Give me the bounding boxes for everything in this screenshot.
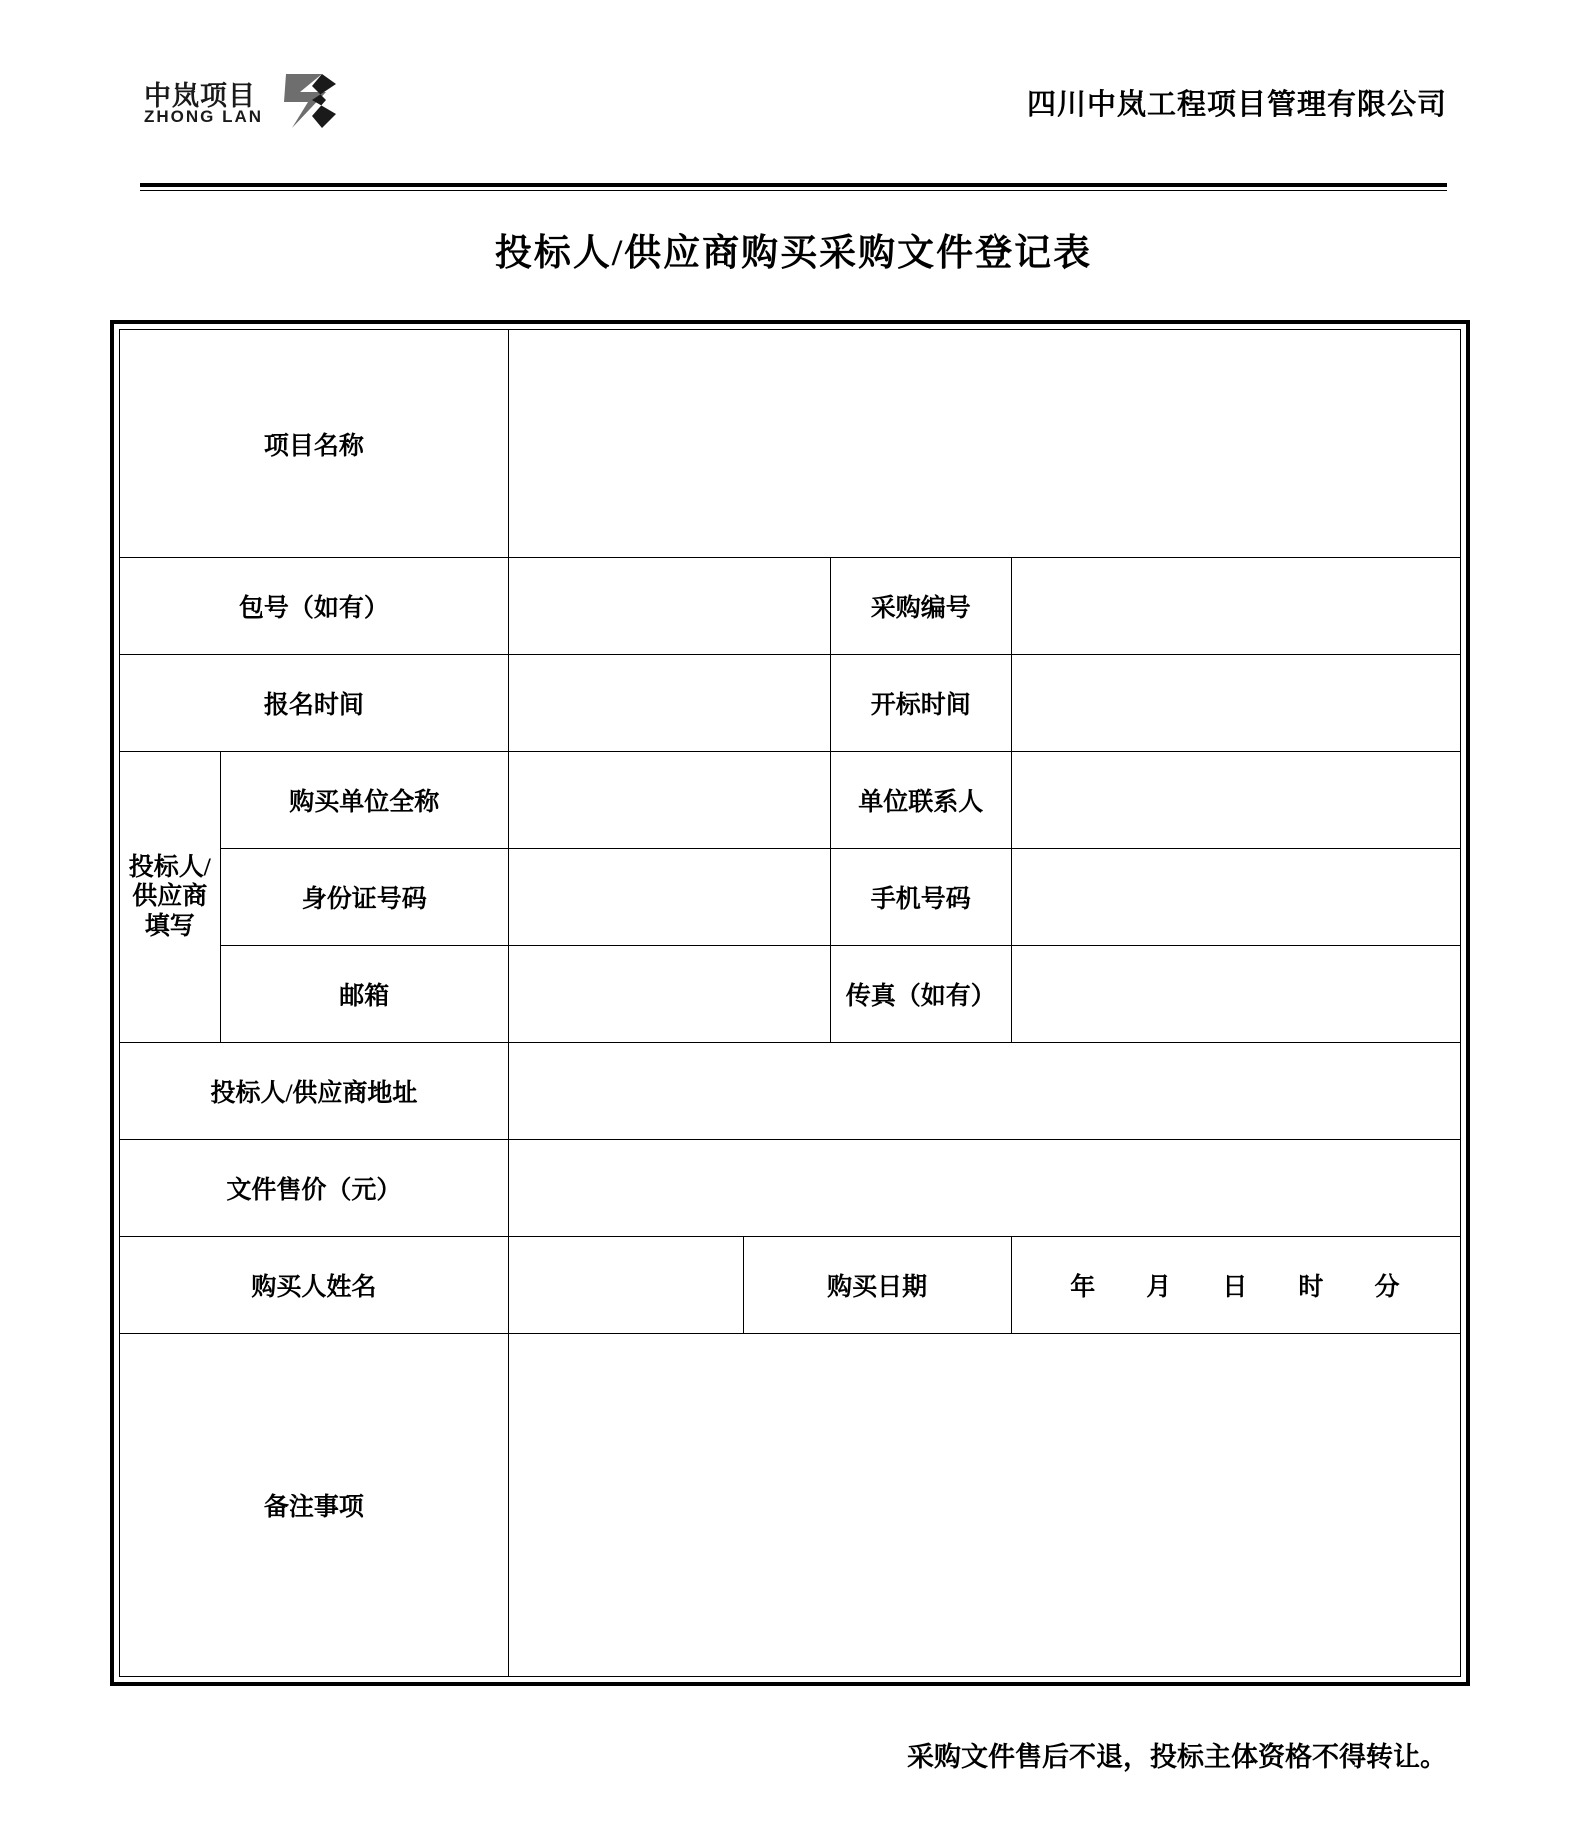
header-rule-thin	[140, 190, 1447, 191]
buyer-unit-label: 购买单位全称	[220, 752, 508, 849]
signup-time-label: 报名时间	[120, 655, 509, 752]
mobile-label: 手机号码	[830, 849, 1011, 946]
zhonglan-logo-mark-icon	[282, 70, 338, 132]
date-unit-year: 年	[1070, 1274, 1098, 1301]
company-name: 四川中岚工程项目管理有限公司	[1026, 89, 1447, 121]
date-unit-hour: 时	[1298, 1274, 1326, 1301]
footer-note: 采购文件售后不退，投标主体资格不得转让。	[907, 1742, 1447, 1772]
table-row	[120, 849, 1461, 946]
package-no-label: 包号（如有）	[120, 558, 509, 655]
date-unit-day: 日	[1222, 1274, 1250, 1301]
email-value[interactable]	[508, 946, 830, 1043]
date-unit-minute: 分	[1374, 1274, 1402, 1301]
purchase-no-label: 采购编号	[830, 558, 1011, 655]
id-card-value[interactable]	[508, 849, 830, 946]
id-card-label: 身份证号码	[220, 849, 508, 946]
table-row	[120, 330, 1461, 558]
file-price-label: 文件售价（元）	[120, 1140, 509, 1237]
buy-date-label: 购买日期	[743, 1237, 1011, 1334]
bid-open-time-label: 开标时间	[830, 655, 1011, 752]
unit-contact-value[interactable]	[1011, 752, 1460, 849]
bid-open-time-value[interactable]	[1011, 655, 1460, 752]
unit-contact-label: 单位联系人	[830, 752, 1011, 849]
buyer-name-label: 购买人姓名	[120, 1237, 509, 1334]
project-name-value[interactable]	[508, 330, 1460, 558]
purchase-no-value[interactable]	[1011, 558, 1460, 655]
buy-date-units	[1016, 1267, 1456, 1303]
page-title: 投标人/供应商购买采购文件登记表	[494, 233, 1093, 274]
table-row	[120, 1140, 1461, 1237]
document-header	[140, 60, 1447, 150]
date-unit-month: 月	[1146, 1274, 1174, 1301]
buyer-unit-value[interactable]	[508, 752, 830, 849]
remark-value[interactable]	[508, 1334, 1460, 1677]
signup-time-value[interactable]	[508, 655, 830, 752]
address-value[interactable]	[508, 1043, 1460, 1140]
mobile-value[interactable]	[1011, 849, 1460, 946]
remark-label: 备注事项	[120, 1334, 509, 1677]
buy-date-value[interactable]	[1011, 1237, 1460, 1334]
company-logo	[140, 68, 340, 138]
logo-text-block	[140, 74, 275, 132]
buyer-name-value[interactable]	[508, 1237, 743, 1334]
package-no-value[interactable]	[508, 558, 830, 655]
fax-value[interactable]	[1011, 946, 1460, 1043]
header-rule-thick	[140, 183, 1447, 187]
table-row	[120, 655, 1461, 752]
file-price-value[interactable]	[508, 1140, 1460, 1237]
table-row	[120, 558, 1461, 655]
logo-chinese-text: 中岚项目	[144, 81, 256, 111]
fax-label: 传真（如有）	[830, 946, 1011, 1043]
project-name-label: 项目名称	[120, 330, 509, 558]
logo-english-text: ZHONG LAN	[144, 107, 264, 126]
table-row	[120, 1237, 1461, 1334]
table-row	[120, 1334, 1461, 1677]
registration-form-table	[110, 320, 1470, 1686]
table-row	[120, 752, 1461, 849]
address-label: 投标人/供应商地址	[120, 1043, 509, 1140]
table-row	[120, 946, 1461, 1043]
bidder-fill-label: 投标人/供应商填写	[120, 752, 221, 1043]
table-row	[120, 1043, 1461, 1140]
email-label: 邮箱	[220, 946, 508, 1043]
